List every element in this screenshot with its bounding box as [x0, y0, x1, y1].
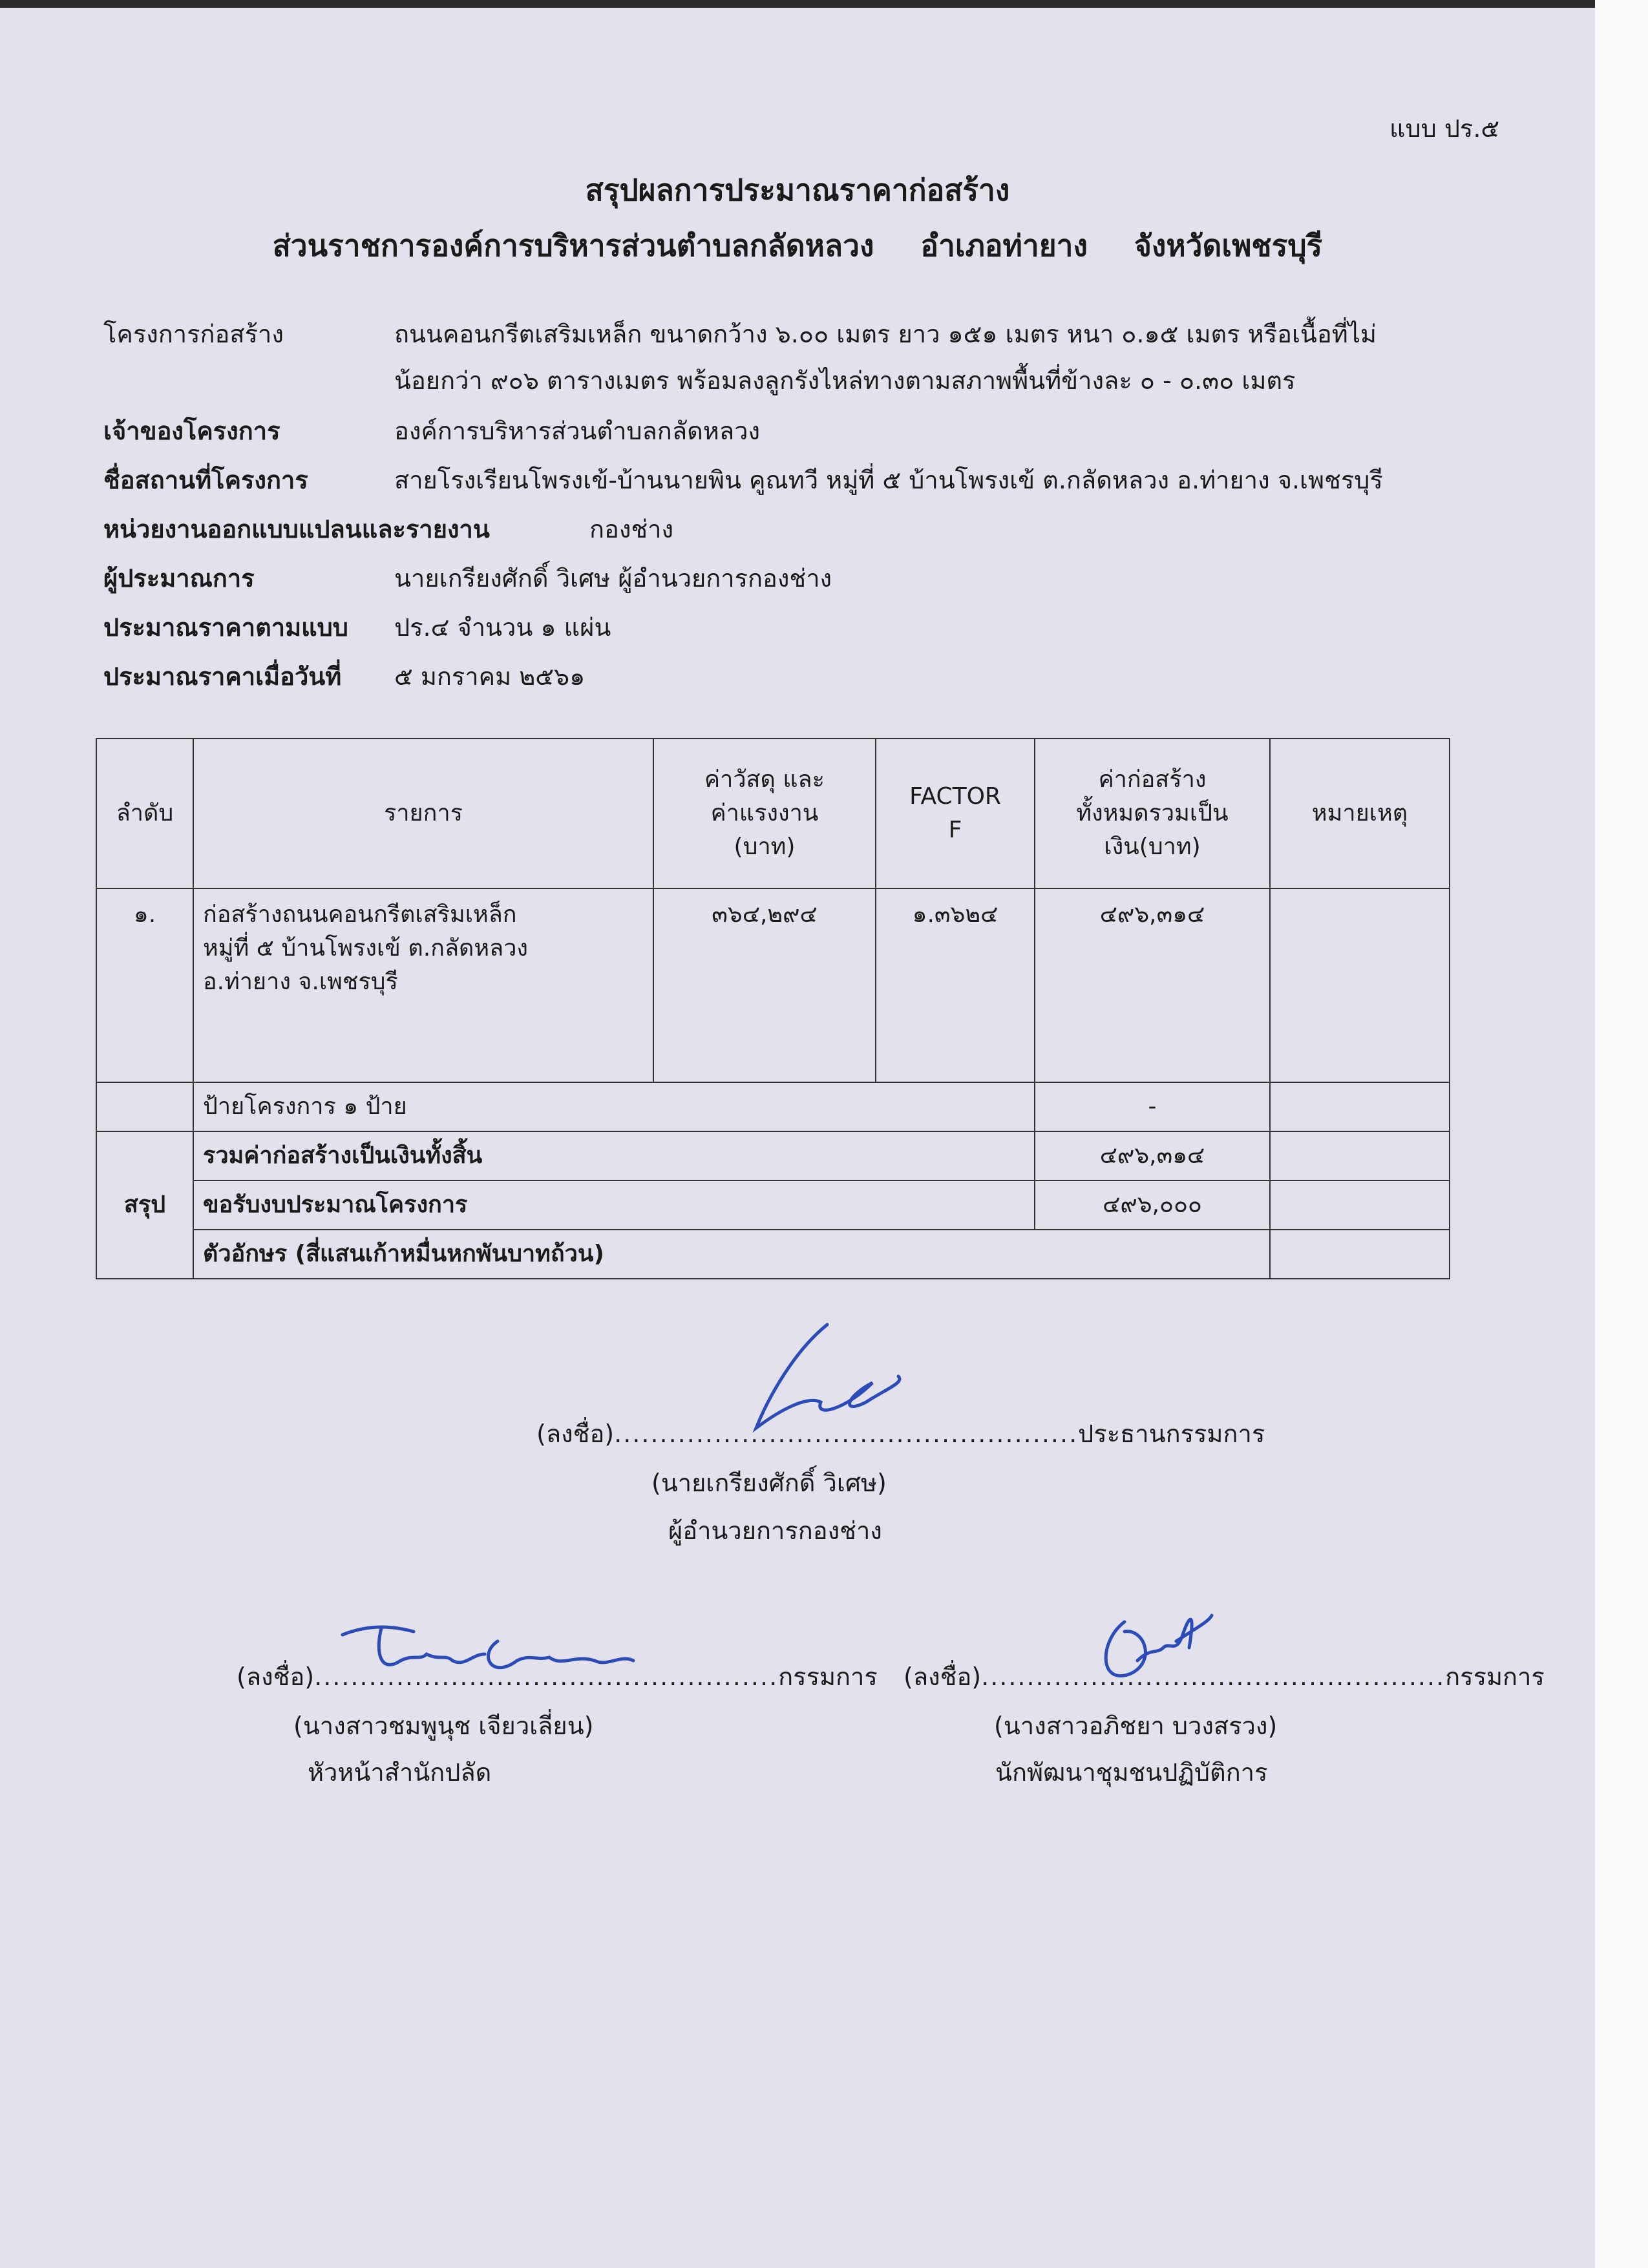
table-row — [96, 888, 1450, 1082]
member1-name: (นางสาวชมพูนุช เจียวเลี่ยน) — [293, 1712, 594, 1740]
document-title: สรุปผลการประมาณราคาก่อสร้าง — [585, 173, 1010, 207]
row1-material: ๓๖๔,๒๙๔ — [653, 888, 876, 1082]
sign-row-item: ป้ายโครงการ ๑ ป้าย — [193, 1082, 1035, 1131]
chair-sign-prefix: (ลงชื่อ) — [536, 1420, 615, 1448]
member2-signature-line — [903, 1659, 1545, 1694]
table-row — [96, 1181, 1450, 1230]
owner-label: เจ้าของโครงการ — [103, 417, 280, 445]
header-material — [653, 739, 876, 888]
owner-value: องค์การบริหารส่วนตำบลกลัดหลวง — [394, 417, 761, 445]
header-factor-line-1: FACTOR — [909, 783, 1001, 810]
district-name: อำเภอท่ายาง — [920, 228, 1088, 263]
header-factor-line-2: F — [948, 817, 962, 843]
table-row — [96, 1131, 1450, 1181]
location-label: ชื่อสถานที่โครงการ — [103, 466, 308, 494]
table-row — [96, 1230, 1450, 1279]
estimator-label: ผู้ประมาณการ — [103, 564, 255, 593]
member2-sign-dots: ................................................... — [981, 1663, 1446, 1691]
header-total-line-1: ค่าก่อสร้าง — [1098, 766, 1207, 793]
row1-total: ๔๙๖,๓๑๔ — [1035, 888, 1270, 1082]
designer-label: หน่วยงานออกแบบแปลนและรายงาน — [103, 515, 490, 543]
row1-item-line-3: อ.ท่ายาง จ.เพชรบุรี — [203, 969, 398, 995]
estimate-by-plan-label: ประมาณราคาตามแบบ — [103, 613, 348, 642]
sign-row-remark — [1270, 1082, 1450, 1131]
row1-no: ๑. — [96, 888, 193, 1082]
sign-row-total: - — [1035, 1082, 1270, 1131]
chair-role: ประธานกรรมการ — [1078, 1420, 1265, 1448]
chair-signature-line — [536, 1416, 1265, 1451]
cost-summary-table — [96, 738, 1450, 1279]
province-name: จังหวัดเพชรบุรี — [1134, 228, 1323, 263]
project-label: โครงการก่อสร้าง — [103, 320, 284, 348]
row1-item-line-2: หมู่ที่ ๕ บ้านโพรงเข้ ต.กลัดหลวง — [203, 935, 528, 961]
estimator-value: นายเกรียงศักดิ์ วิเศษ ผู้อำนวยการกองช่าง — [394, 564, 832, 593]
row1-factor: ๑.๓๖๒๔ — [876, 888, 1035, 1082]
table-header-row — [96, 739, 1450, 888]
header-material-line-2: ค่าแรงงาน — [710, 800, 819, 826]
estimate-date-label: ประมาณราคาเมื่อวันที่ — [103, 662, 342, 691]
summary-words-remark — [1270, 1230, 1450, 1279]
row1-item-line-1: ก่อสร้างถนนคอนกรีตเสริมเหล็ก — [203, 901, 517, 928]
agency-name: ส่วนราชการองค์การบริหารส่วนตำบลกลัดหลวง — [272, 228, 874, 263]
project-line-1: ถนนคอนกรีตเสริมเหล็ก ขนาดกว้าง ๖.๐๐ เมตร ยาว ๑๕๑ เมตร หนา ๐.๑๕ เมตร หรือเนื้อที่ไม่ — [394, 320, 1377, 348]
member1-sign-dots: ................................................... — [314, 1663, 779, 1691]
header-material-line-3: (บาท) — [734, 834, 796, 860]
member2-sign-prefix: (ลงชื่อ) — [903, 1663, 982, 1691]
member1-position: หัวหน้าสำนักปลัด — [308, 1758, 492, 1787]
chair-sign-dots: ................................................... — [614, 1420, 1079, 1448]
summary-budget-value: ๔๙๖,๐๐๐ — [1035, 1181, 1270, 1230]
header-total-line-3: เงิน(บาท) — [1104, 834, 1201, 860]
summary-total-value: ๔๙๖,๓๑๔ — [1035, 1131, 1270, 1181]
row1-remark — [1270, 888, 1450, 1082]
document-subtitle — [0, 222, 1595, 269]
summary-total-label: รวมค่าก่อสร้างเป็นเงินทั้งสิ้น — [193, 1131, 1035, 1181]
chair-name: (นายเกรียงศักดิ์ วิเศษ) — [651, 1469, 887, 1497]
scan-top-edge — [0, 0, 1648, 8]
form-code: แบบ ปร.๕ — [1389, 114, 1500, 143]
designer-value: กองช่าง — [589, 515, 674, 543]
member2-name: (นางสาวอภิชยา บวงสรวง) — [994, 1712, 1278, 1740]
header-total-line-2: ทั้งหมดรวมเป็น — [1076, 800, 1229, 826]
scan-right-margin — [1595, 0, 1648, 2268]
member1-signature-line — [237, 1659, 878, 1694]
member1-role: กรรมการ — [778, 1663, 878, 1691]
estimate-date-value: ๕ มกราคม ๒๕๖๑ — [394, 662, 586, 691]
header-material-line-1: ค่าวัสดุ และ — [704, 766, 825, 793]
header-no: ลำดับ — [96, 739, 193, 888]
estimate-by-plan-value: ปร.๔ จำนวน ๑ แผ่น — [394, 613, 611, 642]
project-line-2: น้อยกว่า ๙๐๖ ตารางเมตร พร้อมลงลูกรังไหล่ทางตามสภาพพื้นที่ข้างละ ๐ - ๐.๓๐ เมตร — [394, 366, 1296, 395]
header-factor — [876, 739, 1035, 888]
summary-words: ตัวอักษร (สี่แสนเก้าหมื่นหกพันบาทถ้วน) — [193, 1230, 1270, 1279]
header-remark: หมายเหตุ — [1270, 739, 1450, 888]
sign-row-no — [96, 1082, 193, 1131]
member2-position: นักพัฒนาชุมชนปฏิบัติการ — [995, 1758, 1268, 1787]
summary-total-remark — [1270, 1131, 1450, 1181]
summary-budget-remark — [1270, 1181, 1450, 1230]
member2-role: กรรมการ — [1445, 1663, 1545, 1691]
location-value: สายโรงเรียนโพรงเข้-บ้านนายพิน คูณทวี หมู่ที่ ๕ บ้านโพรงเข้ ต.กลัดหลวง อ.ท่ายาง จ.เพชรบุรี — [394, 466, 1383, 494]
table-row — [96, 1082, 1450, 1131]
header-total — [1035, 739, 1270, 888]
summary-label: สรุป — [96, 1131, 193, 1279]
chair-position: ผู้อำนวยการกองช่าง — [668, 1517, 882, 1545]
member1-sign-prefix: (ลงชื่อ) — [237, 1663, 315, 1691]
summary-budget-label: ขอรับงบประมาณโครงการ — [193, 1181, 1035, 1230]
header-item: รายการ — [193, 739, 653, 888]
row1-item — [193, 888, 653, 1082]
